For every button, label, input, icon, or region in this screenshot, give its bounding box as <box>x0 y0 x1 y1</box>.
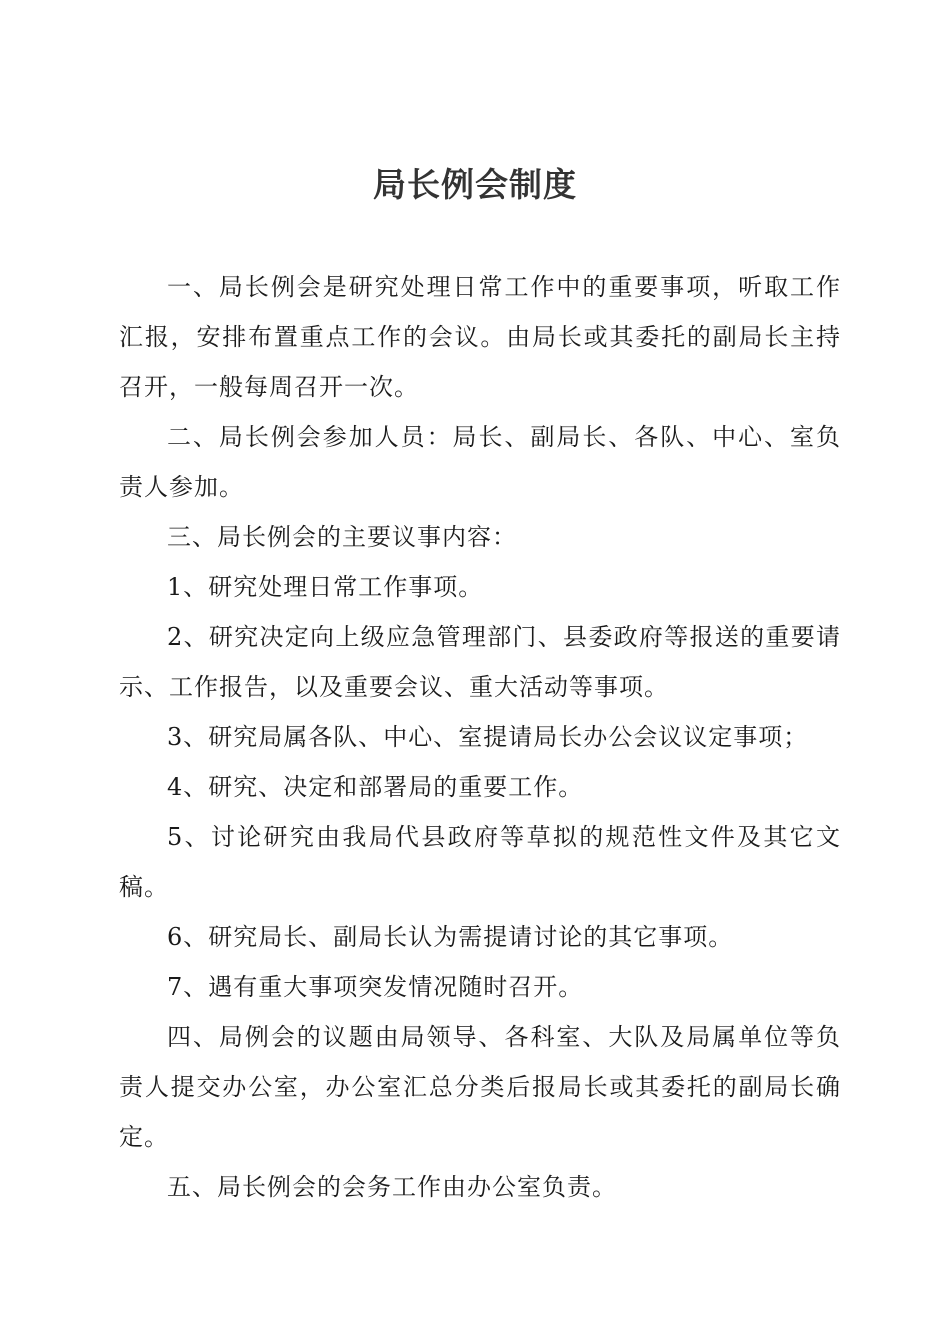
paragraph-item-1: 一、局长例会是研究处理日常工作中的重要事项，听取工作汇报，安排布置重点工作的会议。由局长或其委托的副局长主持召开，一般每周召开一次。 <box>119 273 841 401</box>
paragraph-item-5: 五、局长例会的会务工作由办公室负责。 <box>167 1173 617 1201</box>
paragraph-list-item-7: 7、遇有重大事项突发情况随时召开。 <box>167 973 584 1001</box>
paragraph-item-4: 四、局例会的议题由局领导、各科室、大队及局属单位等负责人提交办公室，办公室汇总分类后报局长或其委托的副局长确定。 <box>119 1023 841 1151</box>
paragraph-list-item-6: 6、研究局长、副局长认为需提请讨论的其它事项。 <box>167 923 734 951</box>
paragraph-list-item-3: 3、研究局属各队、中心、室提请局长办公会议议定事项； <box>167 723 809 751</box>
paragraph-list-item-5: 5、讨论研究由我局代县政府等草拟的规范性文件及其它文稿。 <box>119 823 841 901</box>
paragraph-item-2: 二、局长例会参加人员：局长、副局长、各队、中心、室负责人参加。 <box>119 423 841 501</box>
paragraph-list-item-1: 1、研究处理日常工作事项。 <box>167 573 484 601</box>
document-body <box>119 262 841 1212</box>
document-title: 局长例会制度 <box>373 165 577 204</box>
paragraph-list-item-2: 2、研究决定向上级应急管理部门、县委政府等报送的重要请示、工作报告，以及重要会议、重大活动等事项。 <box>119 623 841 701</box>
paragraph-list-item-4: 4、研究、决定和部署局的重要工作。 <box>167 773 584 801</box>
paragraph-item-3: 三、局长例会的主要议事内容： <box>167 523 517 551</box>
